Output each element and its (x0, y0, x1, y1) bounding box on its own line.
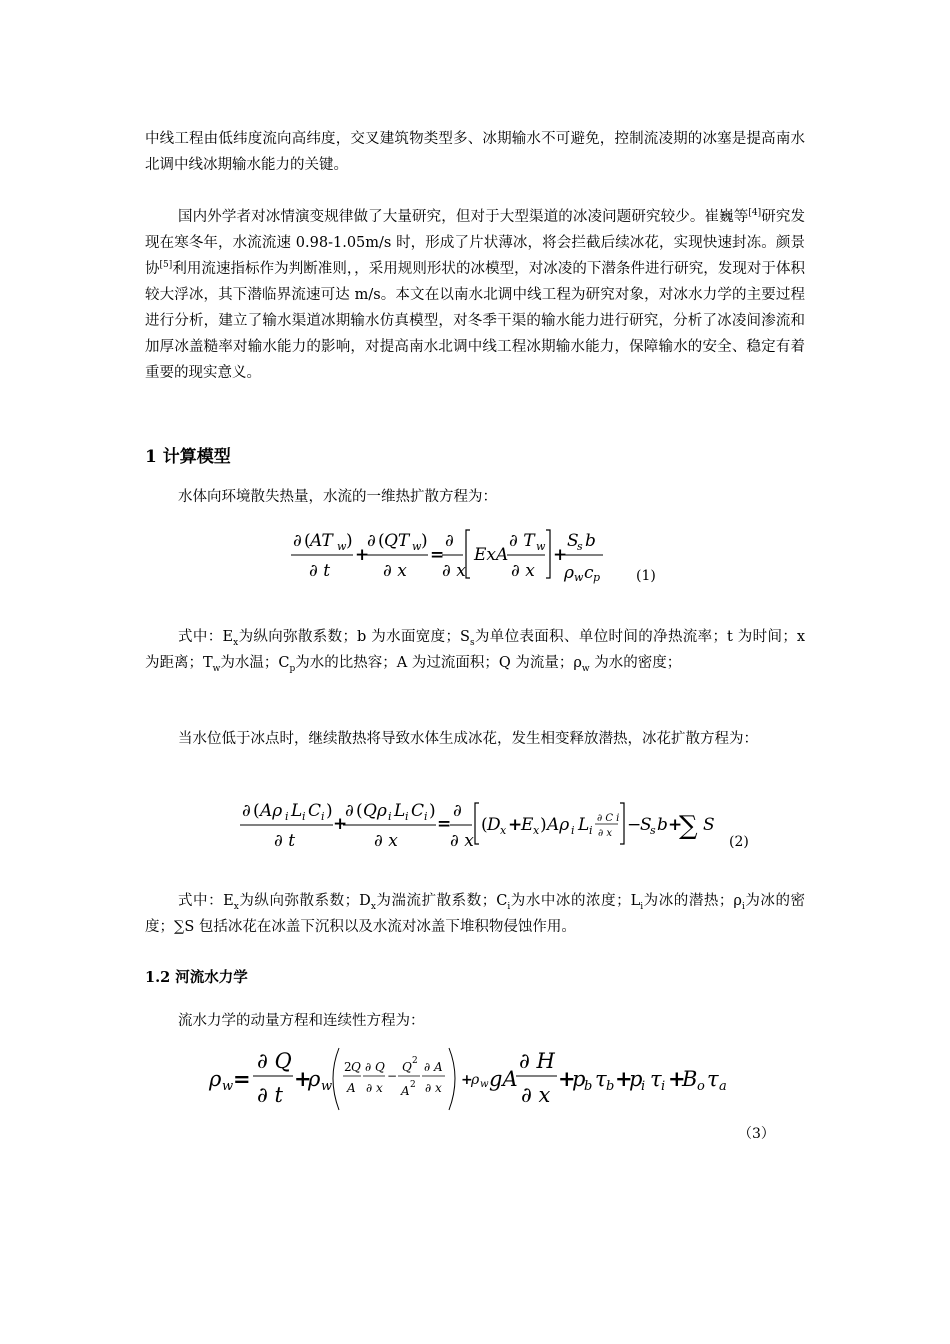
citation-4[interactable]: [4] (748, 208, 762, 219)
svg-text:): ) (540, 815, 547, 835)
svg-text:ρ: ρ (209, 1067, 222, 1091)
svg-text:i: i (388, 810, 392, 823)
svg-text:2: 2 (344, 1060, 352, 1074)
svg-text:∂ x: ∂ x (425, 1081, 442, 1095)
svg-text:): ) (429, 801, 436, 821)
svg-text:τ: τ (707, 1067, 719, 1091)
svg-text:τ: τ (650, 1067, 662, 1091)
svg-text:∑: ∑ (679, 811, 698, 841)
equation-2-number: (2) (729, 834, 749, 850)
svg-text:S: S (567, 531, 579, 551)
eq3-bracket-term (333, 1048, 455, 1110)
svg-text:∂: ∂ (453, 801, 462, 821)
svg-text:QT: QT (384, 531, 410, 551)
equation-1 (285, 518, 615, 588)
eq3-shear-terms (558, 1066, 727, 1094)
equation-2 (236, 792, 726, 858)
eq3-dH-dx (516, 1049, 557, 1107)
svg-text:AT: AT (310, 531, 333, 551)
eq1-term-1 (291, 531, 353, 581)
section-heading-1-2: 1.2 河流水力学 (145, 969, 248, 986)
paragraph-intro-end: 中线工程由低纬度流向高纬度，交叉建筑物类型多、冰期输水不可避免，控制流凌期的冰塞是提高南水北调中线冰期输水能力的关键。 (145, 131, 805, 173)
svg-text:+: + (615, 1066, 633, 1091)
svg-text:x: x (500, 824, 507, 837)
svg-text:∂ C i: ∂ C i (597, 813, 620, 824)
svg-text:∂ H: ∂ H (519, 1049, 555, 1073)
svg-text:i: i (285, 810, 289, 823)
svg-text:+: + (508, 815, 523, 835)
svg-text:S: S (703, 815, 715, 835)
svg-text:ρ: ρ (564, 563, 574, 583)
svg-text:+: + (668, 815, 683, 835)
svg-text:−: − (627, 815, 642, 835)
svg-text:∂ T: ∂ T (509, 531, 535, 551)
svg-text:Q: Q (351, 1060, 361, 1074)
svg-text:c: c (584, 563, 594, 583)
svg-text:∂ x: ∂ x (511, 561, 535, 581)
svg-text:A: A (401, 1084, 410, 1098)
svg-text:∂: ∂ (242, 801, 251, 821)
paragraph-momentum-intro: 流水力学的动量方程和连续性方程为： (178, 1013, 425, 1029)
svg-text:(: ( (253, 801, 260, 821)
equation-3 (205, 1040, 745, 1118)
svg-text:S: S (640, 815, 652, 835)
svg-text:p: p (593, 571, 601, 584)
svg-text:p: p (572, 1067, 586, 1091)
svg-text:w: w (574, 571, 584, 584)
svg-text:2: 2 (410, 1080, 416, 1090)
svg-text:s: s (650, 824, 656, 837)
svg-text:+: + (294, 1066, 312, 1091)
svg-text:o: o (697, 1079, 705, 1094)
svg-text:(: ( (378, 531, 385, 551)
svg-text:=: = (437, 814, 452, 834)
eq2-rhs (450, 801, 715, 851)
svg-text:): ) (421, 531, 428, 551)
svg-text:(: ( (356, 801, 363, 821)
svg-text:ρ: ρ (308, 1067, 321, 1091)
svg-text:=: = (233, 1066, 251, 1091)
svg-text:i: i (302, 810, 306, 823)
citation-5[interactable]: [5] (159, 260, 173, 271)
svg-text:i: i (424, 810, 428, 823)
svg-text:ExA: ExA (474, 545, 509, 565)
svg-text:+: + (461, 1072, 473, 1088)
svg-text:w: w (321, 1079, 333, 1094)
paragraph-heat-intro: 水体向环境散失热量，水流的一维热扩散方程为： (178, 489, 497, 505)
svg-text:∂: ∂ (367, 531, 376, 551)
svg-text:E: E (521, 815, 534, 835)
svg-text:∂ A: ∂ A (424, 1060, 443, 1074)
svg-text:L: L (578, 815, 590, 835)
svg-text:b: b (585, 531, 596, 551)
paragraph-eq1-symbols: 式中：$E_x$为纵向弥散系数；b 为水面宽度；$S_s$为单位表面积、单位时间的净热流率；t 为时间；x 为距离；$T_w$为水温；$C_p$为水的比热容；A 为过流面积；Q 为流量；$\rho_w$ 为水的密度； (145, 629, 805, 674)
svg-text:b: b (606, 1079, 615, 1094)
svg-text:∂ x: ∂ x (383, 561, 407, 581)
svg-text:(: ( (304, 531, 311, 551)
svg-text:Aρ: Aρ (547, 815, 570, 835)
svg-text:∂ x: ∂ x (374, 831, 398, 851)
svg-text:∂ t: ∂ t (274, 831, 296, 851)
svg-text:p: p (629, 1067, 643, 1091)
svg-text:L: L (291, 801, 303, 821)
svg-text:+: + (553, 545, 568, 565)
svg-text:C: C (411, 801, 425, 821)
svg-text:∂ x: ∂ x (598, 828, 612, 839)
svg-text:b: b (584, 1079, 593, 1094)
eq3-lhs (208, 1049, 332, 1107)
svg-text:∂ t: ∂ t (309, 561, 331, 581)
svg-text:a: a (719, 1079, 727, 1094)
eq1-rhs (442, 530, 603, 584)
svg-text:C: C (308, 801, 322, 821)
svg-text:s: s (577, 540, 583, 553)
svg-text:+: + (558, 1066, 576, 1091)
svg-text:−: − (387, 1069, 398, 1083)
paragraph-eq2-symbols: 式中：$E_x$为纵向弥散系数；$D_x$为湍流扩散系数；$C_i$为水中冰的浓度；$L_i$为冰的潜热；$\rho_i$为冰的密度；∑S 包括冰花在冰盖下沉积以及水流对冰盖下堆积物侵蚀作用。 (145, 893, 806, 935)
svg-text:=: = (430, 545, 445, 565)
svg-text:B: B (682, 1067, 698, 1091)
svg-text:w: w (337, 540, 347, 553)
svg-text:b: b (657, 815, 668, 835)
svg-text:i: i (641, 1079, 646, 1094)
svg-text:i: i (405, 810, 409, 823)
svg-text:∂ x: ∂ x (442, 561, 466, 581)
svg-text:2: 2 (412, 1056, 418, 1066)
svg-text:w: w (412, 540, 422, 553)
svg-text:A: A (347, 1081, 356, 1095)
svg-text:∂: ∂ (445, 531, 454, 551)
svg-text:i: i (661, 1079, 666, 1094)
equation-3-number: （3） (738, 1126, 775, 1142)
svg-text:+: + (668, 1066, 686, 1091)
svg-text:Aρ: Aρ (260, 801, 283, 821)
svg-text:D: D (487, 815, 501, 835)
svg-text:τ: τ (595, 1067, 607, 1091)
svg-text:(: ( (481, 815, 488, 835)
section-heading-1: 1 计算模型 (145, 447, 231, 467)
eq1-term-2 (365, 531, 428, 581)
svg-text:): ) (346, 531, 353, 551)
svg-text:w: w (480, 1079, 489, 1090)
svg-text:+: + (355, 545, 370, 565)
svg-text:gA: gA (489, 1067, 518, 1091)
equation-1-number: (1) (636, 568, 656, 584)
svg-text:i: i (321, 810, 325, 823)
svg-text:ρ: ρ (471, 1072, 480, 1088)
svg-text:): ) (326, 801, 333, 821)
svg-text:i: i (571, 824, 575, 837)
svg-text:w: w (222, 1079, 234, 1094)
paragraph-frazil-intro: 当水位低于冰点时，继续散热将导致水体生成冰花，发生相变释放潜热，冰花扩散方程为： (178, 731, 758, 747)
svg-text:x: x (533, 824, 540, 837)
svg-text:∂ Q: ∂ Q (257, 1049, 292, 1073)
svg-text:w: w (536, 540, 546, 553)
svg-text:i: i (589, 824, 593, 837)
svg-text:∂: ∂ (293, 531, 302, 551)
paragraph-literature: 国内外学者对冰情演变规律做了大量研究，但对于大型渠道的冰凌问题研究较少。崔巍等[4]研究发现在寒冬年，水流流速 0.98-1.05m/s 时，形成了片状薄冰，将会拦截后续冰花，实现快速封冻。颜景协[5]利用流速指标作为判断准则，，采用规则形状的冰模型，对冰凌的下潜条件进行研究，发现对于体积较大浮冰，其下潜临界流速可达 m/s。本文在以南水北调中线工程为研究对象，对冰水力学的主要过程进行分析，建立了输水渠道冰期输水仿真模型，对冬季干渠的输水能力进行研究，分析了冰凌间渗流和加厚冰盖糙率对输水能力的影响，对提高南水北调中线工程冰期输水能力，保障输水的安全、稳定有着重要的现实意义。 (145, 208, 805, 381)
svg-text:∂ x: ∂ x (521, 1083, 551, 1107)
svg-text:∂ x: ∂ x (450, 831, 474, 851)
svg-text:Qρ: Qρ (363, 801, 387, 821)
svg-text:∂: ∂ (345, 801, 354, 821)
svg-text:∂ Q: ∂ Q (365, 1060, 385, 1074)
eq2-term-2 (343, 801, 436, 851)
svg-text:Q: Q (402, 1060, 412, 1074)
svg-text:L: L (394, 801, 406, 821)
svg-text:∂ x: ∂ x (366, 1081, 383, 1095)
svg-text:+: + (333, 814, 348, 834)
eq2-term-1 (240, 801, 333, 851)
svg-text:∂ t: ∂ t (257, 1083, 283, 1107)
